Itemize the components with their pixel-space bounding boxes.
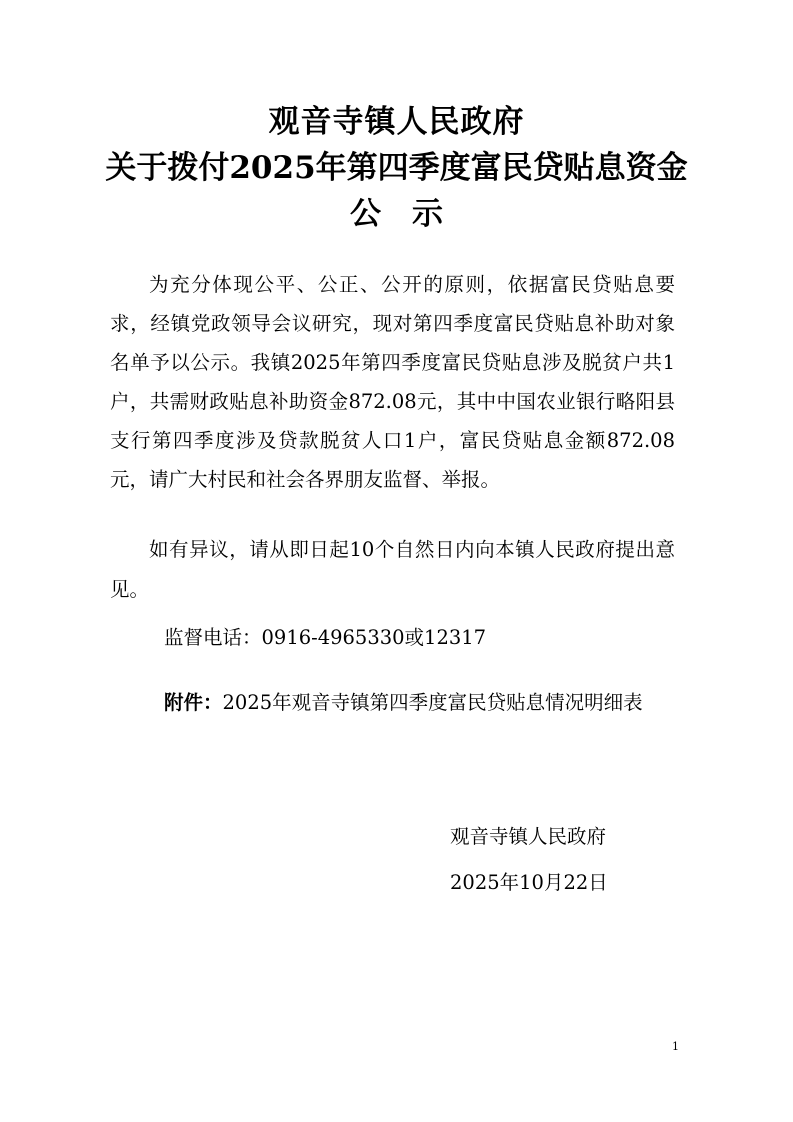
supervision-phone: 监督电话：0916-4965330或12317 bbox=[164, 626, 487, 649]
signature-date: 2025年10月22日 bbox=[450, 871, 608, 894]
attachment-label: 附件： bbox=[164, 691, 223, 714]
title-line-1: 观音寺镇人民政府 bbox=[268, 104, 525, 140]
page-number: 1 bbox=[672, 1040, 679, 1053]
attachment-text: 2025年观音寺镇第四季度富民贷贴息情况明细表 bbox=[222, 691, 643, 714]
body-paragraph-2: 如有异议，请从即日起10个自然日内向本镇人民政府提出意见。 bbox=[110, 538, 675, 601]
title-line-3: 公 示 bbox=[350, 196, 443, 232]
attachment-line bbox=[164, 688, 643, 718]
signer-org: 观音寺镇人民政府 bbox=[450, 825, 607, 848]
body-paragraph-1: 为充分体现公平、公正、公开的原则，依据富民贷贴息要求，经镇党政领导会议研究，现对第四季度富民贷贴息补助对象名单予以公示。我镇2025年第四季度富民贷贴息涉及脱贫户共1户，共需财政贴息补助资金872.08元，其中中国农业银行略阳县支行第四季度涉及贷款脱贫人口1户，富民贷贴息金额872.08元，请广大村民和社会各界朋友监督、举报。 bbox=[110, 273, 675, 491]
title-line-2: 关于拨付2025年第四季度富民贷贴息资金 bbox=[105, 150, 688, 186]
